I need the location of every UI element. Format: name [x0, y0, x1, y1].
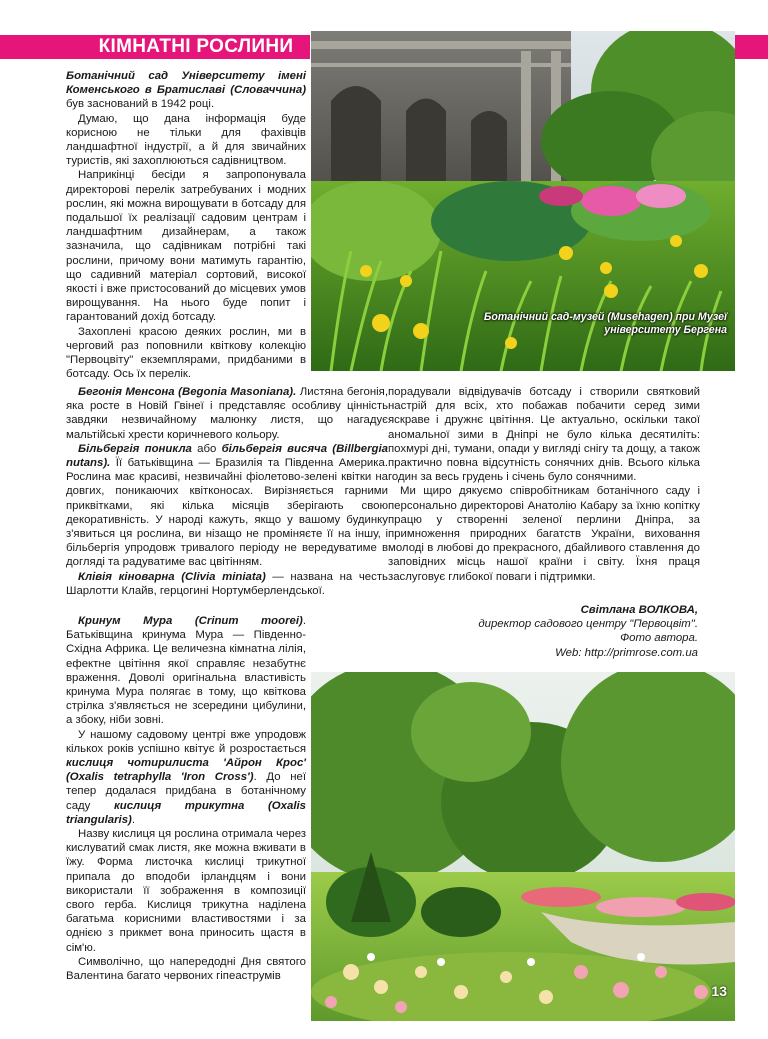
plant-begonia: [66, 385, 388, 442]
title-band-left: [0, 35, 82, 59]
intro-paragraph: [66, 69, 306, 112]
column-left-plants: [66, 385, 388, 598]
plant-billbergia-name: Більбергія поникла: [78, 442, 192, 455]
oxalis-name-1: кислиця чотирилиста 'Айрон Крос' (Oxalis tetraphylla 'Iron Cross'): [66, 757, 306, 784]
oxalis-p1-start: У нашому садовому центрі вже упродовж кількох років успішно квітує й розростається: [66, 728, 306, 755]
plant-clivia-name: Клівія кіноварна (Clivia miniata): [78, 570, 266, 583]
paragraph-b-1: порадували відвідувачів ботсаду і створили святковий настрій для всіх, хто побажав побачити серед зими яскраве і дружнє цвітіння. Це актуально, оскільки такої аномальної зими в Дніпрі не було кілька десятиліть: похмурі дні, тумани, опади у вигляді снігу та дощу, а також практично повна відсутність сонячних днів. Всього кілька годин за весь грудень і січень було сонячними.: [388, 386, 700, 484]
plant-billbergia: [66, 442, 388, 570]
author-name: Світлана ВОЛКОВА,: [580, 604, 698, 616]
paragraph-a-2: Наприкінці бесіди я запропонувала директорові перелік затребуваних і модних рослин, які можна вирощувати в ботсаду для подальшої їх реалізації садовим центрам і ландшафтним дизайнерам, а також зазначила, що садівникам потрібні такі рослини, причому вони матимуть гарантію, що садивний матеріал сортовий, високої якості і вже пристосований до місцевих умов вирощування. На нього буде попит і гарантований дохід ботсаду.: [66, 169, 306, 324]
paragraph-b-2: Ми щиро дякуємо співробітникам ботанічного саду і персонально директорові Анатолію Кабару за їхню копітку працю у створенні зеленої перлини Дніпра, за примноження природних багатств України, виховання молоді в любові до прекрасного, дбайливого ставлення до заповідних місць нашої країни і світу. Їхня праця заслуговує глибокої поваги і підтримки.: [388, 485, 700, 583]
oxalis-name-2: кислиця трикутна (Oxalis triangularis): [66, 799, 306, 826]
author-signature: [420, 603, 698, 660]
column-left-lower: [66, 614, 306, 983]
plant-begonia-name: Бегонія Менсона (Begonia Masoniana).: [78, 386, 297, 398]
plant-crinum: [66, 614, 306, 728]
intro-heading-tail: був заснований в 1942 році.: [66, 98, 215, 111]
plant-crinum-text: . Батьківщина кринума Мура — Південно-Східна Африка. Це величезна кімнатна лілія, ефектне цвітіння якої справляє незабутнє враження. Доволі оригінальна властивість кринума Мура полягає в тому, що квіткова стрілка з'являється не зсередини цибулини, а збоку, ніби зовні.: [66, 615, 306, 727]
column-right: [388, 385, 700, 584]
garden-photo-bottom: [311, 672, 735, 1021]
photo-caption: Ботанічний сад-музей (Musehagen) при Музеї університету Бергена: [483, 311, 727, 336]
plant-begonia-text: Листяна бегонія, яка росте в Новій Гвінеї і представляє особливу цінність завдяки незвичайному малюнку листя, що нагадує мальтійські хрести коричневого кольору.: [66, 386, 388, 441]
plant-billbergia-name2: більбергія висяча (Billbergia nutans).: [66, 442, 388, 470]
garden-photo-bottom-image: [311, 672, 735, 1021]
oxalis-p1-end: .: [131, 813, 135, 826]
plant-billbergia-text: Її батьківщина — Бразилія та Південна Америка. Рослина має красиві, незвичайні фіолетово-зелені квітки на довгих, поникаючих квітконосах. Вирізняється гарними приквітками, які кілька місяців зберігають свою декоративність. У народі кажуть, якщо у вашому будинку з'явиться ця рослина, ви нізащо не проміняєте її на іншу, і більбергія упродовж тривалого періоду не вередуватиме в догляді та радуватиме вас цвітінням.: [66, 457, 388, 569]
oxalis-paragraph-3: Символічно, що напередодні Дня святого Валентина багато червоних гіпеаструмів: [66, 955, 306, 983]
title-band-right: [735, 35, 768, 59]
oxalis-paragraph-1: [66, 728, 306, 827]
column-left-upper: [66, 69, 306, 381]
section-title: КІМНАТНІ РОСЛИНИ: [82, 35, 310, 59]
author-role: директор садового центру "Первоцвіт".: [478, 618, 698, 631]
oxalis-p1-mid: . До неї тепер додалася придбана в ботанічному саду: [66, 771, 306, 812]
oxalis-paragraph-2: Назву кислиця ця рослина отримала через кислуватий смак листя, яке можна вживати в їжу. Форма листочка кислиці трикутної припала до вподоби ірландцям і вони використали її зображення в композиції свого герба. Кислиця трикутна наділена багатьма корисними властивостями і за однією з прикмет вона приносить щастя в сім'ю.: [66, 828, 306, 954]
garden-photo-top: [311, 31, 735, 371]
paragraph-a-1: Думаю, що дана інформація буде корисною не тільки для фахівців ландшафтної індустрії, а й для звичайних туристів, які захоплюються садівництвом.: [66, 112, 306, 168]
plant-clivia: [66, 570, 388, 598]
paragraph-a-3: Захоплені красою деяких рослин, ми в черговий раз поповнили квіткову колекцію "Первоцвіту" екземплярами, придбаними в ботсаду. Ось їх перелік.: [66, 325, 306, 381]
intro-heading: Ботанічний сад Університету імені Коменського в Братиславі (Словаччина): [66, 70, 306, 97]
page-number: 13: [711, 983, 727, 999]
photo-credit: Фото автора.: [620, 632, 698, 645]
plant-clivia-text: — названа на честь Шарлотти Клайв, герцогині Нортумберлендської.: [66, 570, 388, 597]
author-website: Web: http://primrose.com.ua: [555, 646, 698, 659]
plant-crinum-name: Кринум Мура (Crinum moorei): [78, 615, 303, 627]
plant-billbergia-or: або: [191, 442, 222, 455]
